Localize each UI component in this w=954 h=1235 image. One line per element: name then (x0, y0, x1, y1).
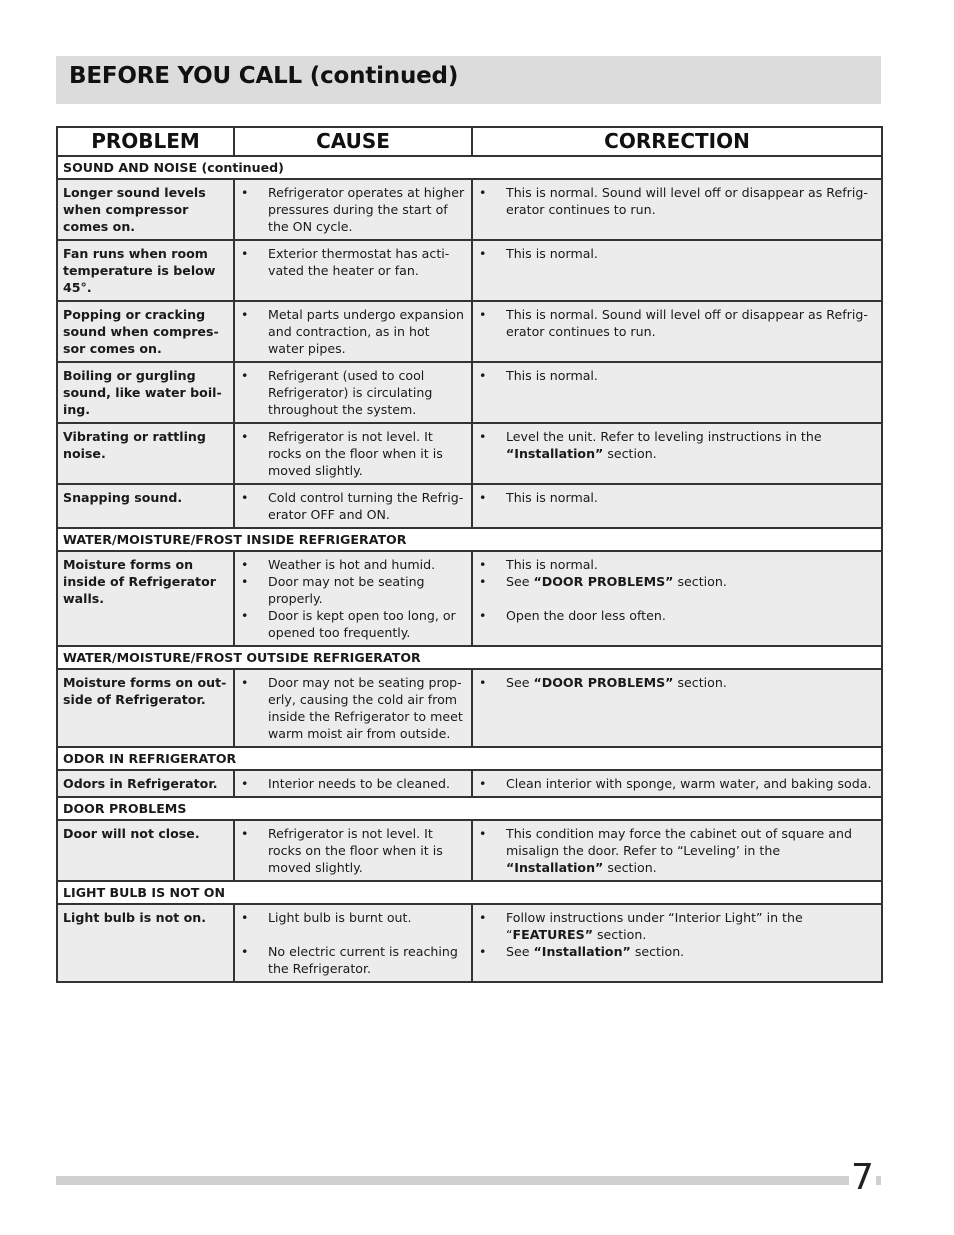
correction-cell (472, 423, 882, 484)
correction-emphasis: “Installation” (506, 860, 604, 875)
correction-text: section. (673, 574, 727, 589)
table-row (57, 551, 882, 646)
cause-item: • Refrigerator is not level. It rocks on the floor when it is moved slightly. (235, 825, 467, 876)
correction-emphasis: “Installation” (533, 944, 631, 959)
section-row (57, 646, 882, 669)
section-title: DOOR PROBLEMS (57, 797, 882, 820)
correction-text: Level the unit. Refer to leveling instructions in the (506, 429, 822, 444)
correction-text: This is normal. (506, 490, 598, 505)
cause-item: • Refrigerator is not level. It rocks on the floor when it is moved slightly. (235, 428, 467, 479)
cause-item: • No electric current is reaching the Refrigerator. (235, 943, 467, 977)
cause-item: • Light bulb is burnt out. (235, 909, 467, 926)
correction-emphasis: “Installation” (506, 446, 604, 461)
page-number: 7 (851, 1157, 874, 1198)
problem-cell: Moisture forms on outside of Refrigerator. (57, 669, 234, 747)
correction-cell (472, 551, 882, 646)
cause-cell (234, 423, 472, 484)
correction-item (473, 367, 877, 384)
cause-cell (234, 240, 472, 301)
cause-cell (234, 362, 472, 423)
page-title: BEFORE YOU CALL (continued) (69, 63, 459, 89)
cause-cell (234, 301, 472, 362)
section-title: LIGHT BULB IS NOT ON (57, 881, 882, 904)
cause-item: • Door may not be seating properly, causing the cold air from inside the Refrigerator to meet warm moist air from outside. (235, 674, 467, 742)
correction-cell (472, 179, 882, 240)
cause-cell (234, 484, 472, 528)
problem-cell: Light bulb is not on. (57, 904, 234, 982)
problem-cell: Odors in Refrigerator. (57, 770, 234, 797)
correction-text: See (506, 675, 534, 690)
correction-item (473, 184, 877, 218)
problem-cell: Longer sound levels when compressor comes on. (57, 179, 234, 240)
correction-item (473, 825, 877, 876)
troubleshooting-table (56, 126, 883, 983)
cause-cell (234, 904, 472, 982)
correction-cell (472, 770, 882, 797)
correction-text: section. (630, 944, 685, 959)
problem-cell: Fan runs when room temperature is below 45°. (57, 240, 234, 301)
cause-item: • Cold control turning the Refrigerator OFF and ON. (235, 489, 467, 523)
cause-cell (234, 820, 472, 881)
cause-cell (234, 551, 472, 646)
correction-cell (472, 904, 882, 982)
correction-item (473, 245, 877, 262)
correction-item (473, 573, 877, 590)
table-row (57, 484, 882, 528)
header-banner (56, 56, 881, 104)
section-title: WATER/MOISTURE/FROST INSIDE REFRIGERATOR (57, 528, 882, 551)
correction-item (473, 489, 877, 506)
correction-cell (472, 240, 882, 301)
correction-item (473, 306, 877, 340)
correction-text: section. (603, 860, 657, 875)
problem-cell: Popping or cracking sound when compressor comes on. (57, 301, 234, 362)
correction-emphasis: “DOOR PROBLEMS” (533, 574, 674, 589)
correction-text: This is normal. (506, 557, 598, 572)
correction-item (473, 943, 877, 960)
table-row (57, 423, 882, 484)
footer-bar (56, 1176, 881, 1185)
table-row (57, 301, 882, 362)
cause-cell (234, 179, 472, 240)
cause-item: • Metal parts undergo expansion and contraction, as in hot water pipes. (235, 306, 467, 357)
correction-text: This is normal. Sound will level off or disappear as Refrigerator continues to run. (506, 185, 868, 217)
problem-cell: Vibrating or rattling noise. (57, 423, 234, 484)
section-row (57, 156, 882, 179)
cause-item: • Door is kept open too long, or opened too frequently. (235, 607, 467, 641)
problem-cell: Moisture forms on inside of Refrigerator walls. (57, 551, 234, 646)
cause-item: • Exterior thermostat has activated the heater or fan. (235, 245, 467, 279)
problem-cell: Boiling or gurgling sound, like water boiling. (57, 362, 234, 423)
cause-cell (234, 669, 472, 747)
cause-item: • Weather is hot and humid. (235, 556, 467, 573)
correction-text: section. (673, 675, 727, 690)
cause-cell (234, 770, 472, 797)
correction-item (473, 909, 877, 943)
correction-item (473, 775, 877, 792)
table-row (57, 240, 882, 301)
correction-cell (472, 362, 882, 423)
table-row (57, 904, 882, 982)
table-row (57, 770, 882, 797)
correction-cell (472, 301, 882, 362)
correction-item (473, 556, 877, 573)
cause-item: • Refrigerator operates at higher pressures during the start of the ON cycle. (235, 184, 467, 235)
column-header-cause: CAUSE (234, 127, 472, 156)
section-title: ODOR IN REFRIGERATOR (57, 747, 882, 770)
correction-text: This is normal. (506, 246, 598, 261)
section-row (57, 747, 882, 770)
cause-item: • Refrigerant (used to cool Refrigerator) is circulating throughout the system. (235, 367, 467, 418)
table-row (57, 820, 882, 881)
correction-text: Clean interior with sponge, warm water, and baking soda. (506, 776, 872, 791)
correction-text: section. (592, 927, 647, 942)
correction-cell (472, 820, 882, 881)
correction-cell (472, 669, 882, 747)
cause-item: • Door may not be seating properly. (235, 573, 467, 607)
table-body (57, 156, 882, 982)
problem-cell: Snapping sound. (57, 484, 234, 528)
section-title: SOUND AND NOISE (continued) (57, 156, 882, 179)
section-row (57, 528, 882, 551)
column-header-problem: PROBLEM (57, 127, 234, 156)
problem-cell: Door will not close. (57, 820, 234, 881)
correction-item (473, 428, 877, 462)
correction-text: This condition may force the cabinet out of square and misalign the door. Refer to “Leveling’ in the (506, 826, 852, 858)
correction-text: See (506, 944, 534, 959)
correction-text: This is normal. (506, 368, 598, 383)
correction-item (473, 607, 877, 624)
table-row (57, 362, 882, 423)
column-header-correction: CORRECTION (472, 127, 882, 156)
section-row (57, 881, 882, 904)
correction-text: Open the door less often. (506, 608, 666, 623)
table-header (57, 127, 882, 156)
correction-emphasis: FEATURES” (512, 927, 593, 942)
section-title: WATER/MOISTURE/FROST OUTSIDE REFRIGERATOR (57, 646, 882, 669)
cause-item: • Interior needs to be cleaned. (235, 775, 467, 792)
correction-item (473, 674, 877, 691)
correction-cell (472, 484, 882, 528)
correction-emphasis: “DOOR PROBLEMS” (533, 675, 674, 690)
section-row (57, 797, 882, 820)
correction-text: This is normal. Sound will level off or disappear as Refrigerator continues to run. (506, 307, 868, 339)
correction-text: section. (603, 446, 657, 461)
table-row (57, 179, 882, 240)
correction-text: Follow instructions under “Interior Light” in the “ (506, 910, 803, 942)
table-row (57, 669, 882, 747)
correction-text: See (506, 574, 534, 589)
